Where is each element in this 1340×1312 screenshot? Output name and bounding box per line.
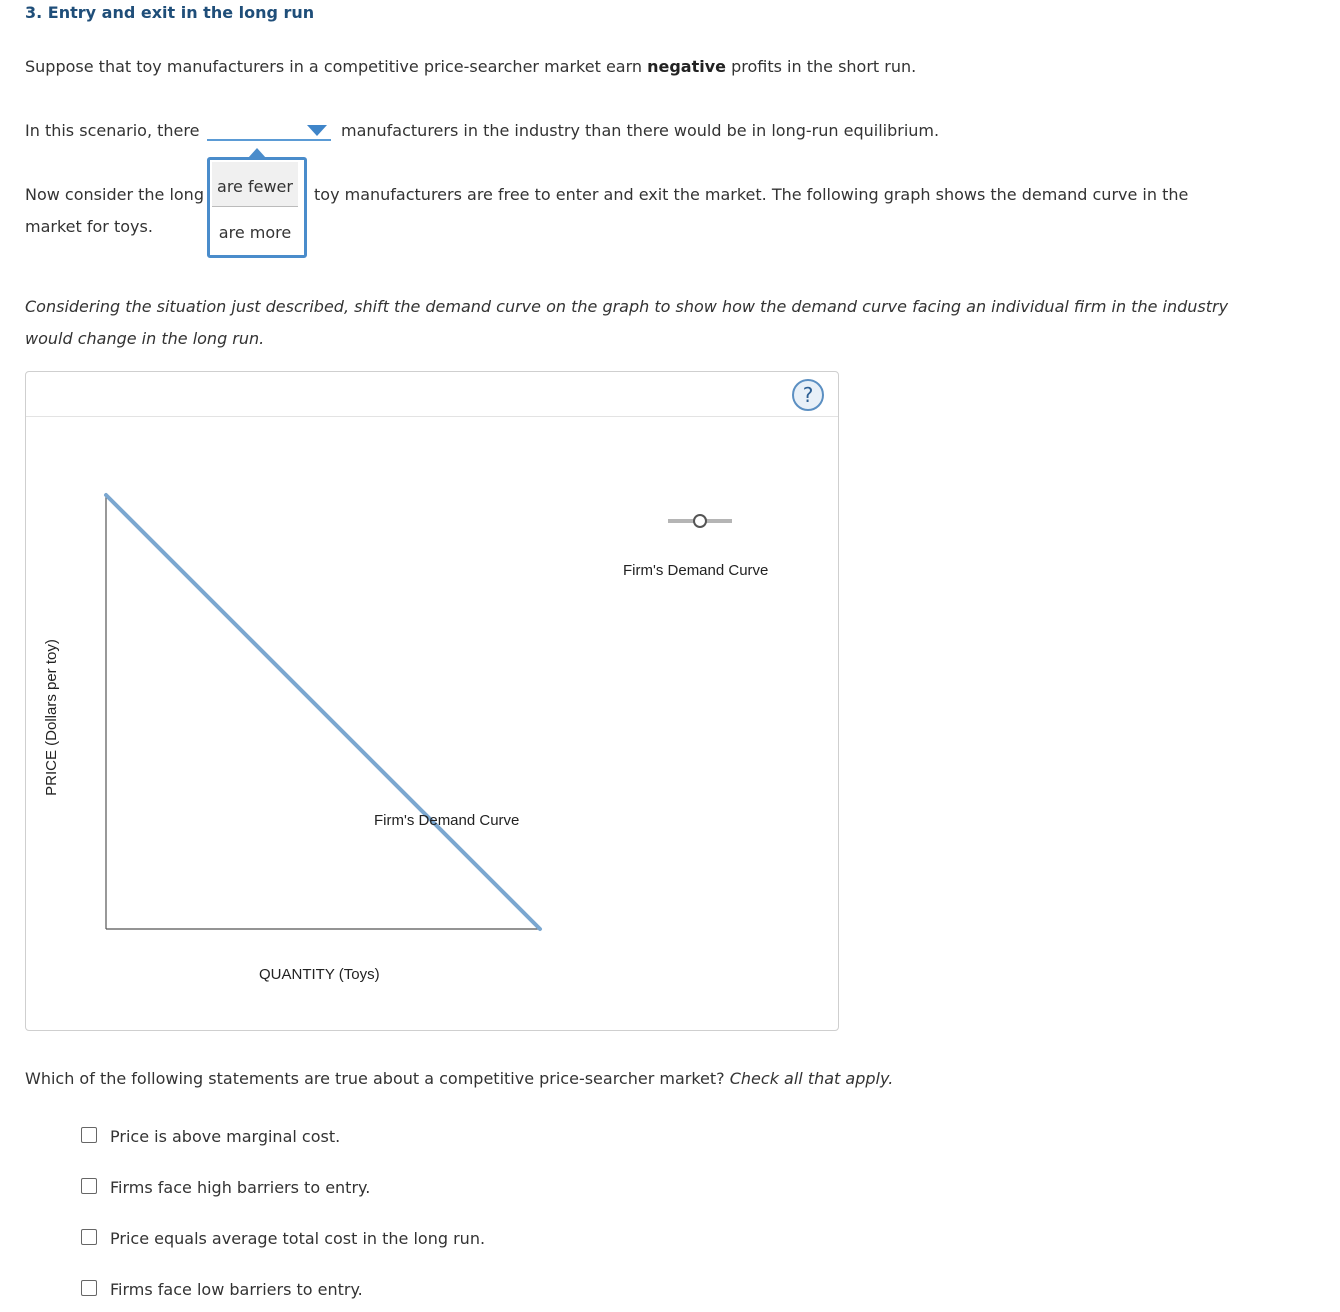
longrun-line1-post: toy manufacturers are free to enter and exit the market. The following graph shows the demand curve in the (314, 185, 1189, 204)
instruction-line2: would change in the long run. (25, 329, 265, 348)
dropdown-option-are-fewer[interactable]: are fewer (212, 162, 298, 207)
longrun-line1-pre: Now consider the long (25, 185, 204, 204)
intro-bold: negative (647, 57, 727, 76)
legend-label: Firm's Demand Curve (623, 562, 769, 579)
intro-post: profits in the short run. (726, 57, 917, 76)
option-2-label: Firms face high barriers to entry. (110, 1178, 371, 1197)
question-title: 3. Entry and exit in the long run (25, 3, 315, 22)
curve-label: Firm's Demand Curve (374, 812, 520, 829)
firm-demand-curve[interactable] (106, 495, 540, 929)
y-axis-label: PRICE (Dollars per toy) (42, 639, 60, 796)
dropdown-option-are-more[interactable]: are more (218, 223, 292, 242)
question-ital: Check all that apply. (729, 1069, 894, 1088)
question-pre: Which of the following statements are true about a competitive price-searcher market? (25, 1069, 730, 1088)
checkbox-option-1[interactable] (81, 1127, 97, 1143)
scenario-pre: In this scenario, there (25, 121, 200, 140)
checkbox-option-4[interactable] (81, 1280, 97, 1296)
help-icon[interactable]: ? (792, 379, 824, 411)
checkbox-option-2[interactable] (81, 1178, 97, 1194)
legend-handle-icon[interactable] (694, 515, 706, 527)
instruction-line1: Considering the situation just described, shift the demand curve on the graph to show how the demand curve facing an individual firm in the industry (25, 297, 1229, 316)
x-axis-label: QUANTITY (Toys) (259, 966, 380, 983)
scenario-post: manufacturers in the industry than there would be in long-run equilibrium. (341, 121, 940, 140)
longrun-line2: market for toys. (25, 217, 153, 236)
question-text (25, 1069, 893, 1088)
intro-pre: Suppose that toy manufacturers in a competitive price-searcher market earn (25, 57, 648, 76)
option-4-label: Firms face low barriers to entry. (110, 1280, 363, 1299)
checkbox-option-3[interactable] (81, 1229, 97, 1245)
option-1-label: Price is above marginal cost. (110, 1127, 341, 1146)
option-3-label: Price equals average total cost in the long run. (110, 1229, 486, 1248)
